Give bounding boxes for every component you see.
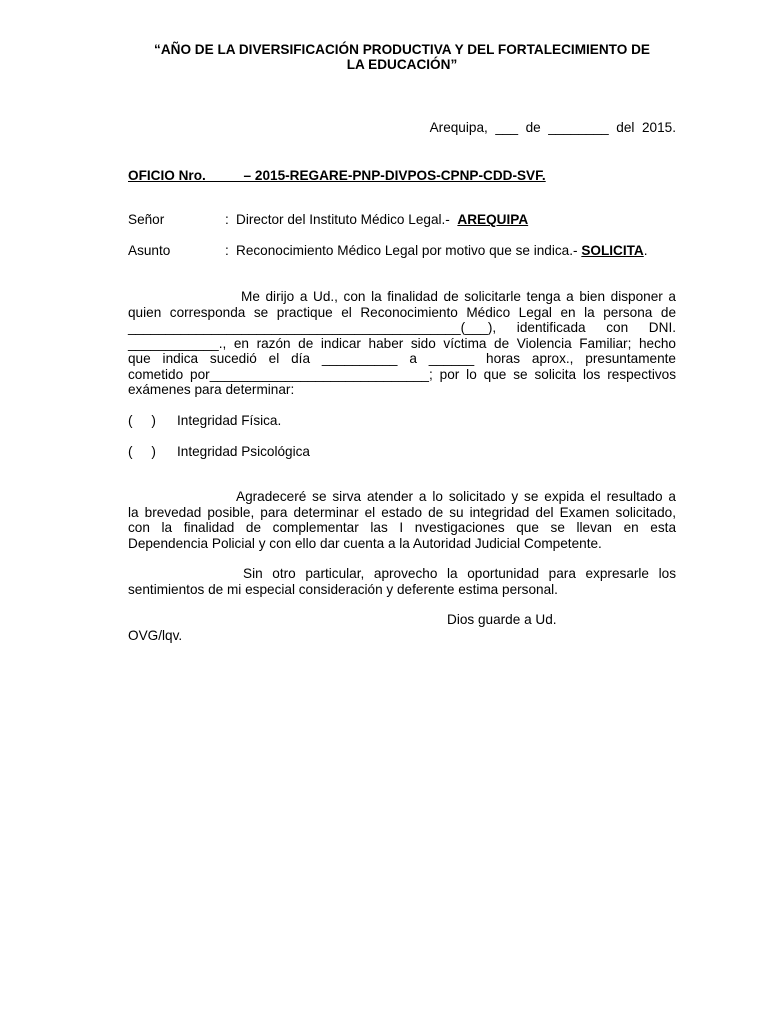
subject-label: Asunto <box>128 243 171 258</box>
addressee-city: AREQUIPA <box>457 212 529 227</box>
addressee-text: Director del Instituto Médico Legal.- <box>236 212 458 227</box>
subject-text: Reconocimiento Médico Legal por motivo que se indica.- <box>236 243 582 258</box>
motto-line-2: LA EDUCACIÓN” <box>346 57 458 73</box>
body-line: Me dirijo a Ud., con la finalidad de solicitarle tenga a bien disponer a <box>241 289 676 304</box>
addressee-row <box>128 212 528 228</box>
subject-colon: : <box>225 243 229 258</box>
request-line: Agradeceré se sirva atender a lo solicitado y se expida el resultado a <box>236 489 676 504</box>
body-line: quien corresponda se practique el Reconocimiento Médico Legal en la persona de <box>128 304 676 320</box>
body-line: exámenes para determinar: <box>128 382 295 397</box>
year-motto-heading <box>128 42 676 72</box>
body-line: ____________., en razón de indicar haber sido víctima de Violencia Familiar; hecho <box>128 335 676 351</box>
checklist-item-physical <box>128 413 281 429</box>
checklist-item-psychological <box>128 444 310 460</box>
body-line: que indica sucedió el día __________ a ______ horas aprox., presuntamente <box>128 351 676 366</box>
body-paragraph <box>128 289 676 398</box>
motto-line-1: “AÑO DE LA DIVERSIFICACIÓN PRODUCTIVA Y DEL FORTALECIMIENTO DE <box>154 42 650 57</box>
request-paragraph <box>128 489 676 551</box>
subject-emphasis: SOLICITA <box>581 243 644 258</box>
addressee-label: Señor <box>128 212 165 227</box>
request-line: con la finalidad de complementar las I nvestigaciones que se llevan en esta <box>128 520 676 535</box>
subject-tail: . <box>643 243 648 258</box>
body-line: ____________________________________________(___), identificada con DNI. <box>128 320 676 335</box>
farewell-text: Dios guarde a Ud. <box>447 612 557 627</box>
checklist-label: Integridad Física. <box>177 413 282 428</box>
checkbox-bracket: ( ) <box>128 444 156 459</box>
checklist-label: Integridad Psicológica <box>177 444 310 459</box>
request-line: la brevedad posible, para determinar el estado de su integridad del Examen solicitado, <box>128 504 676 520</box>
checkbox-bracket: ( ) <box>128 413 156 428</box>
closing-paragraph <box>128 566 676 597</box>
closing-line: Sin otro particular, aprovecho la oportunidad para expresarle los <box>243 566 676 581</box>
request-line: Dependencia Policial y con ello dar cuenta a la Autoridad Judicial Competente. <box>128 535 602 551</box>
date-line: Arequipa, ___ de ________ del 2015. <box>429 120 676 135</box>
body-line: cometido por_____________________________; por lo que se solicita los respectivos <box>128 366 676 382</box>
subject-row <box>128 243 648 259</box>
oficio-number: OFICIO Nro. – 2015-REGARE-PNP-DIVPOS-CPNP-CDD-SVF. <box>128 168 546 183</box>
closing-line: sentimientos de mi especial consideración y deferente estima personal. <box>128 581 558 597</box>
author-initials: OVG/lqv. <box>128 628 183 643</box>
addressee-colon: : <box>225 212 229 227</box>
